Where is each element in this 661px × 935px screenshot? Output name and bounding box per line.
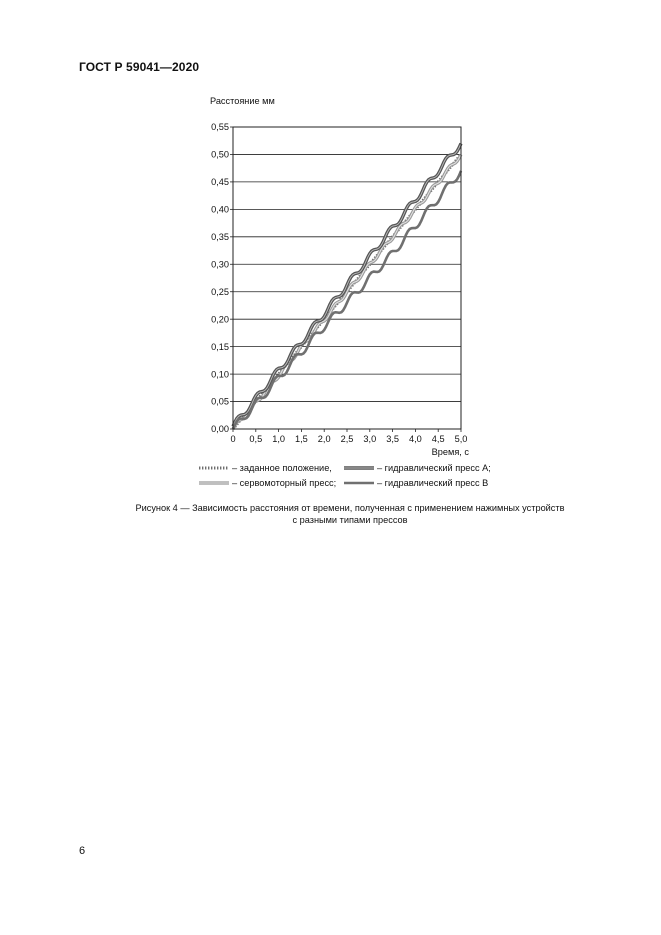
y-tick-label: 0,00 (211, 424, 229, 435)
plot-frame (233, 127, 461, 429)
page-number: 6 (79, 845, 86, 857)
y-tick-labels (211, 122, 229, 434)
x-tick-label: 2,5 (340, 434, 354, 444)
x-tick-label: 1,0 (272, 434, 285, 444)
series-layer (233, 144, 461, 430)
caption-line-2: с разными типами прессов (292, 515, 408, 525)
x-tick-label: 1,5 (295, 434, 308, 444)
series-path (233, 144, 461, 427)
series-line-3 (233, 144, 461, 427)
x-tick-label: 4,5 (431, 434, 445, 444)
legend-label: – сервомоторный пресс; (232, 478, 337, 489)
x-axis-label: Время, с (431, 447, 469, 457)
document-header: ГОСТ Р 59041—2020 (79, 60, 200, 74)
x-tick-labels (230, 434, 467, 444)
legend-item-2 (199, 478, 336, 488)
x-tick-label: 2,0 (317, 434, 331, 444)
legend-item-3 (344, 463, 491, 473)
figure-caption (100, 502, 600, 526)
y-tick-label: 0,50 (211, 149, 229, 160)
y-tick-label: 0,55 (211, 122, 229, 133)
y-axis-label: Расстояние мм (210, 96, 275, 106)
legend (199, 463, 491, 488)
x-tick-label: 3,0 (363, 434, 377, 444)
y-tick-label: 0,40 (211, 204, 229, 215)
grid-layer (230, 127, 461, 432)
caption-line-1: Рисунок 4 — Зависимость расстояния от времени, полученная с применением нажимных устройств (135, 503, 565, 513)
x-tick-label: 3,5 (386, 434, 399, 444)
legend-label: – гидравлический пресс В (377, 478, 489, 489)
y-tick-label: 0,15 (211, 341, 229, 352)
legend-item-4 (344, 478, 488, 488)
y-tick-label: 0,45 (211, 177, 229, 188)
legend-label: – гидравлический пресс А; (377, 463, 491, 474)
legend-item-1 (199, 463, 332, 473)
x-tick-label: 5,0 (454, 434, 468, 444)
x-tick-label: 0,5 (249, 434, 263, 444)
x-tick-label: 0 (230, 434, 236, 444)
x-tick-label: 4,0 (409, 434, 422, 444)
y-tick-label: 0,30 (211, 259, 229, 270)
y-tick-label: 0,20 (211, 314, 229, 325)
y-tick-label: 0,25 (211, 286, 229, 297)
y-tick-label: 0,10 (211, 369, 229, 380)
y-tick-label: 0,05 (211, 396, 229, 407)
y-tick-label: 0,35 (211, 232, 229, 243)
legend-label: – заданное положение, (232, 463, 332, 474)
